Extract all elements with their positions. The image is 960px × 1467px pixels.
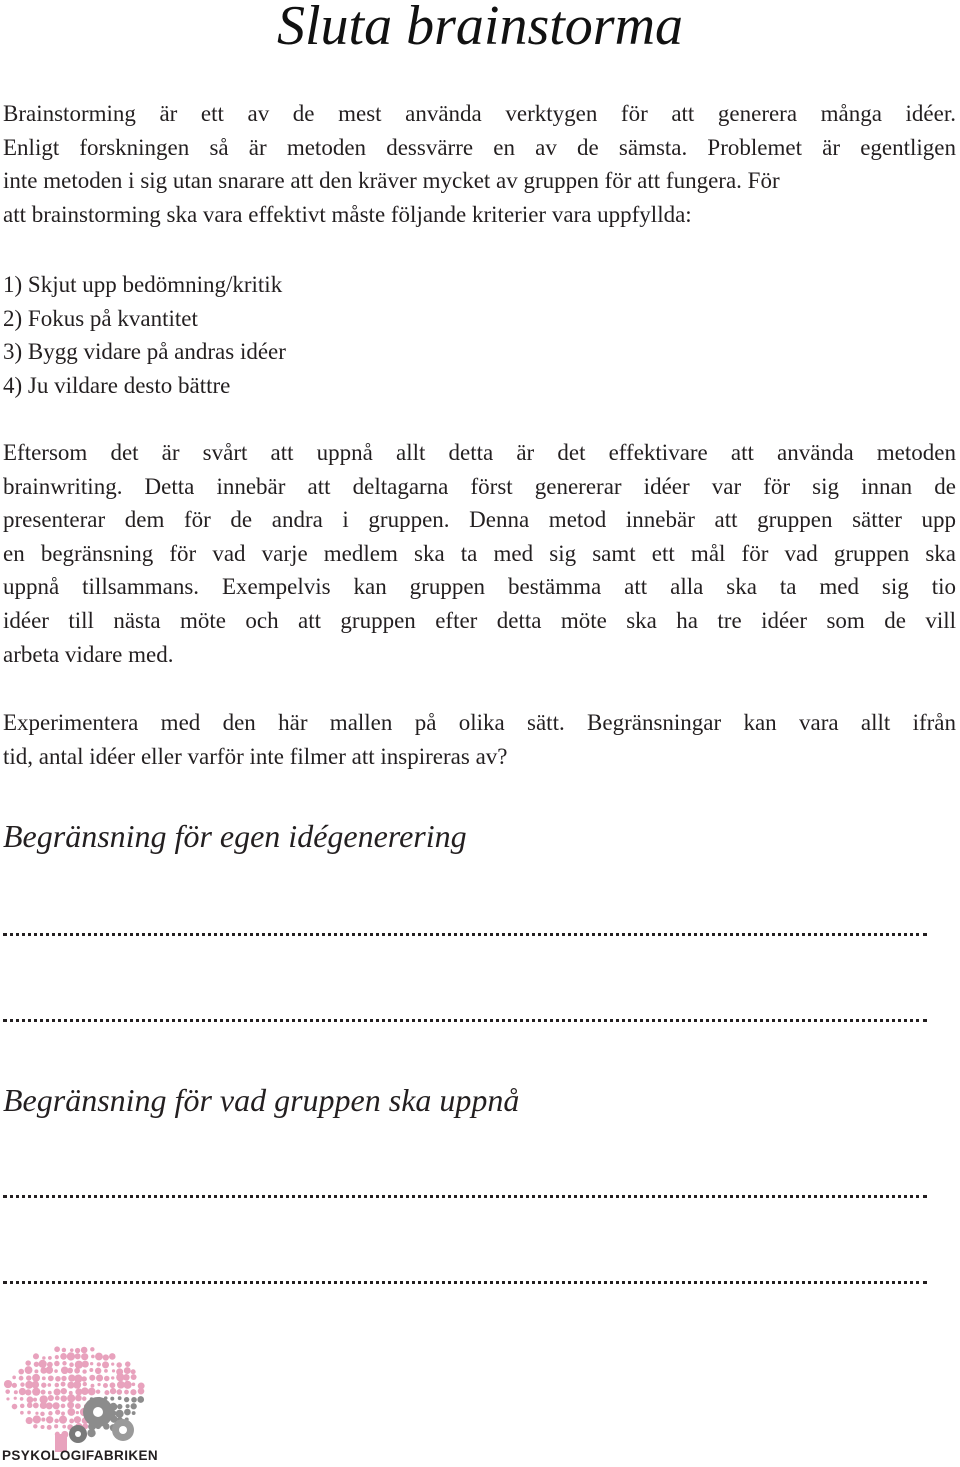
brain-dot	[26, 1375, 31, 1380]
brain-dot	[97, 1383, 100, 1386]
brain-dot	[54, 1389, 61, 1396]
brain-dot	[89, 1368, 93, 1372]
intro-line: inte metoden i sig utan snarare att den kräver mycket av gruppen för att fungera. För	[3, 168, 780, 194]
group-goal-heading: Begränsning för vad gruppen ska uppnå	[3, 1082, 520, 1118]
brain-dot	[55, 1410, 60, 1415]
intro-paragraph	[3, 97, 956, 231]
brain-dot	[55, 1376, 61, 1382]
brain-dot	[48, 1383, 52, 1387]
brain-dot	[117, 1389, 123, 1395]
brainwriting-line: presenterar dem för de andra i gruppen. Denna metod innebär att gruppen sätter upp	[3, 507, 956, 533]
brain-dot	[41, 1390, 46, 1395]
brain-dot	[61, 1395, 67, 1401]
brain-dot	[33, 1403, 39, 1409]
brain-dot	[104, 1376, 110, 1382]
brain-dot	[96, 1389, 100, 1393]
brain-dot	[116, 1362, 121, 1367]
brain-dot	[40, 1412, 44, 1416]
group-goal-answer-line-2[interactable]	[3, 1281, 927, 1287]
brain-dot	[88, 1388, 96, 1396]
brain-dot	[54, 1419, 58, 1423]
brain-dot	[137, 1396, 144, 1403]
brain-dot	[48, 1391, 52, 1395]
criteria-item: 1) Skjut upp bedömning/kritik	[3, 272, 283, 297]
brain-dot	[55, 1355, 59, 1359]
brain-dot	[53, 1402, 60, 1409]
brain-dot	[82, 1396, 86, 1400]
brain-dot	[111, 1363, 114, 1366]
brain-dot	[81, 1353, 88, 1360]
gear-icon	[69, 1425, 87, 1443]
brain-dot	[75, 1361, 83, 1369]
brainwriting-paragraph	[3, 436, 956, 671]
brain-dot	[6, 1397, 9, 1400]
brain-dot	[19, 1388, 26, 1395]
brain-dot	[70, 1348, 74, 1352]
brain-dot	[67, 1368, 73, 1374]
criteria-list	[3, 268, 703, 402]
brain-dot	[67, 1402, 74, 1409]
brain-dot	[110, 1382, 116, 1388]
brain-dot	[18, 1369, 24, 1375]
brain-dot	[54, 1424, 58, 1428]
brain-dot	[75, 1353, 81, 1359]
criteria-item: 2) Fokus på kvantitet	[3, 305, 198, 331]
brain-dot	[41, 1425, 45, 1429]
brain-dot	[25, 1389, 31, 1395]
brain-dot	[27, 1411, 31, 1415]
brain-dot	[69, 1362, 74, 1367]
brain-dot	[126, 1404, 130, 1408]
brain-dot	[74, 1416, 81, 1423]
brain-dot	[60, 1353, 67, 1360]
brain-dot	[123, 1374, 130, 1381]
brain-dot	[131, 1374, 137, 1380]
brain-dot	[32, 1388, 40, 1396]
brain-dot	[118, 1396, 122, 1400]
brain-dot	[61, 1412, 65, 1416]
brain-dot	[25, 1366, 33, 1374]
brain-dot	[69, 1391, 73, 1395]
logo-wordmark: PSYKOLOGIFABRIKEN	[2, 1448, 159, 1463]
brain-dot	[124, 1381, 132, 1389]
brain-dot	[90, 1347, 94, 1351]
brain-dot	[95, 1368, 101, 1374]
brain-dot	[42, 1376, 46, 1380]
brain-dot	[124, 1390, 129, 1395]
own-limit-answer-line-2[interactable]	[3, 1019, 927, 1025]
brain-dot	[97, 1362, 101, 1366]
brain-dot	[62, 1425, 66, 1429]
brain-dot	[91, 1384, 95, 1388]
brain-dot	[111, 1376, 114, 1379]
brain-dot	[90, 1362, 93, 1365]
brain-dot	[130, 1389, 136, 1395]
brain-dot	[14, 1390, 18, 1394]
brain-dot	[132, 1411, 136, 1415]
brain-dot	[54, 1346, 60, 1352]
brain-dot	[89, 1375, 95, 1381]
brain-dot	[81, 1347, 88, 1354]
brain-dot	[69, 1419, 74, 1424]
brain-dot	[46, 1366, 54, 1374]
brain-dot	[54, 1369, 58, 1373]
brain-dot	[27, 1396, 34, 1403]
criteria-item: 4) Ju vildare desto bättre	[3, 372, 231, 398]
brain-dot	[74, 1368, 80, 1374]
brain-dot	[112, 1369, 115, 1372]
own-limit-heading: Begränsning för egen idégenerering	[3, 818, 467, 854]
brainwriting-line: arbeta vidare med.	[3, 641, 174, 667]
brain-dot	[33, 1353, 39, 1359]
brain-dot	[42, 1356, 45, 1359]
brain-dot	[48, 1395, 54, 1401]
brain-dot	[124, 1367, 131, 1374]
brain-dot	[83, 1382, 87, 1386]
brain-dot	[103, 1383, 108, 1388]
brain-dot	[103, 1354, 109, 1360]
brain-dot	[48, 1411, 52, 1415]
brain-dot	[67, 1352, 75, 1360]
brain-dot	[55, 1383, 60, 1388]
brain-dot	[124, 1397, 129, 1402]
brain-dot	[67, 1408, 75, 1416]
brain-dot	[27, 1402, 33, 1408]
brain-dot	[75, 1403, 81, 1409]
brain-dot	[33, 1415, 41, 1423]
brain-dot	[75, 1348, 80, 1353]
brain-dot	[102, 1361, 109, 1368]
brain-dot	[41, 1418, 45, 1422]
brain-dot	[59, 1416, 67, 1424]
page-title: Sluta brainstorma	[276, 0, 684, 57]
intro-line: Brainstorming är ett av de mest använda verktygen för att generera många idéer.	[3, 101, 956, 126]
brain-dot	[20, 1404, 25, 1409]
brain-dot	[14, 1397, 17, 1400]
brain-dot	[35, 1412, 38, 1415]
brain-dot	[46, 1402, 53, 1409]
brain-dot	[48, 1375, 54, 1381]
brain-dot	[12, 1383, 17, 1388]
brain-dot	[62, 1361, 66, 1365]
brain-dot	[87, 1429, 95, 1437]
brain-dot	[124, 1409, 131, 1416]
brainwriting-line: idéer till nästa möte och att gruppen efter detta möte ska ha tre idéer som de vill	[3, 607, 956, 633]
group-goal-answer-line-1[interactable]	[3, 1195, 927, 1201]
brain-dot	[48, 1356, 52, 1360]
brain-dot	[117, 1404, 122, 1409]
brain-dot	[33, 1424, 37, 1428]
brainwriting-line: Eftersom det är svårt att uppnå allt detta är det effektivare att använda metoden	[3, 440, 956, 465]
brain-dot	[4, 1380, 12, 1388]
brain-dot	[34, 1369, 38, 1373]
brain-dot	[34, 1362, 39, 1367]
brain-dot	[73, 1381, 81, 1389]
brain-dot	[26, 1417, 33, 1424]
brain-dot	[20, 1397, 24, 1401]
brain-dot	[104, 1390, 109, 1395]
gear-icon	[83, 1397, 113, 1427]
brain-dot	[5, 1389, 10, 1394]
brain-dot	[20, 1382, 24, 1386]
brain-dot	[54, 1361, 60, 1367]
brain-dot	[47, 1425, 52, 1430]
gear-icon	[112, 1419, 134, 1441]
criteria-item: 3) Bygg vidare på andras idéer	[3, 339, 286, 365]
brain-dot	[33, 1398, 37, 1402]
brain-dot	[76, 1411, 79, 1414]
brain-dot	[62, 1348, 66, 1352]
brain-dot	[109, 1353, 116, 1360]
brain-dot	[61, 1388, 67, 1394]
brain-dot	[96, 1374, 103, 1381]
brain-dot	[67, 1394, 75, 1402]
brain-dot	[91, 1355, 95, 1359]
experiment-paragraph	[3, 706, 956, 773]
brain-dot	[39, 1360, 47, 1368]
brain-dot	[20, 1411, 24, 1415]
brain-dot	[110, 1388, 116, 1394]
brain-dot	[104, 1369, 108, 1373]
brain-dot	[132, 1382, 136, 1386]
brain-dot	[61, 1404, 66, 1409]
brainwriting-line: uppnå tillsammans. Exempelvis kan gruppen bestämma att alla ska ta med sig tio	[3, 574, 956, 600]
brain-dot	[82, 1361, 89, 1368]
experiment-line: tid, antal idéer eller varför inte filmer att inspireras av?	[3, 743, 508, 769]
brain-dot	[46, 1416, 53, 1423]
brain-dot	[32, 1374, 40, 1382]
brain-dot	[41, 1382, 46, 1387]
brain-dot	[125, 1361, 131, 1367]
brain-dot	[110, 1397, 114, 1401]
brainwriting-line: en begränsning för vad varje medlem ska ta med sig samt ett mål för vad gruppen ska	[3, 540, 956, 566]
brainwriting-line: brainwriting. Detta innebär att deltagarna först genererar idéer var för sig innan de	[3, 473, 956, 499]
intro-line: Enligt forskningen så är metoden dessvärre en av de sämsta. Problemet är egentligen	[3, 134, 956, 160]
experiment-line: Experimentera med den här mallen på olika sätt. Begränsningar kan vara allt ifrån	[3, 710, 956, 735]
brain-dot	[95, 1353, 103, 1361]
brain-dot	[12, 1376, 16, 1380]
brain-dot	[131, 1369, 136, 1374]
brain-dot	[12, 1404, 18, 1410]
brain-dot	[61, 1376, 66, 1381]
brain-dot	[75, 1395, 82, 1402]
brain-dot	[19, 1376, 24, 1381]
brain-dot	[25, 1360, 31, 1366]
brain-dot	[138, 1388, 145, 1395]
brain-dot	[55, 1396, 60, 1401]
intro-line: att brainstorming ska vara effektivt måste följande kriterier vara uppfyllda:	[3, 201, 692, 227]
brain-dot	[116, 1410, 124, 1418]
brain-dot	[32, 1381, 40, 1389]
brain-dot	[81, 1387, 89, 1395]
brain-dot	[61, 1382, 66, 1387]
brain-dot	[131, 1397, 137, 1403]
brain-dot	[81, 1376, 86, 1381]
brain-dot	[82, 1369, 86, 1373]
brain-dot	[131, 1403, 137, 1409]
own-limit-answer-line-1[interactable]	[3, 933, 927, 939]
